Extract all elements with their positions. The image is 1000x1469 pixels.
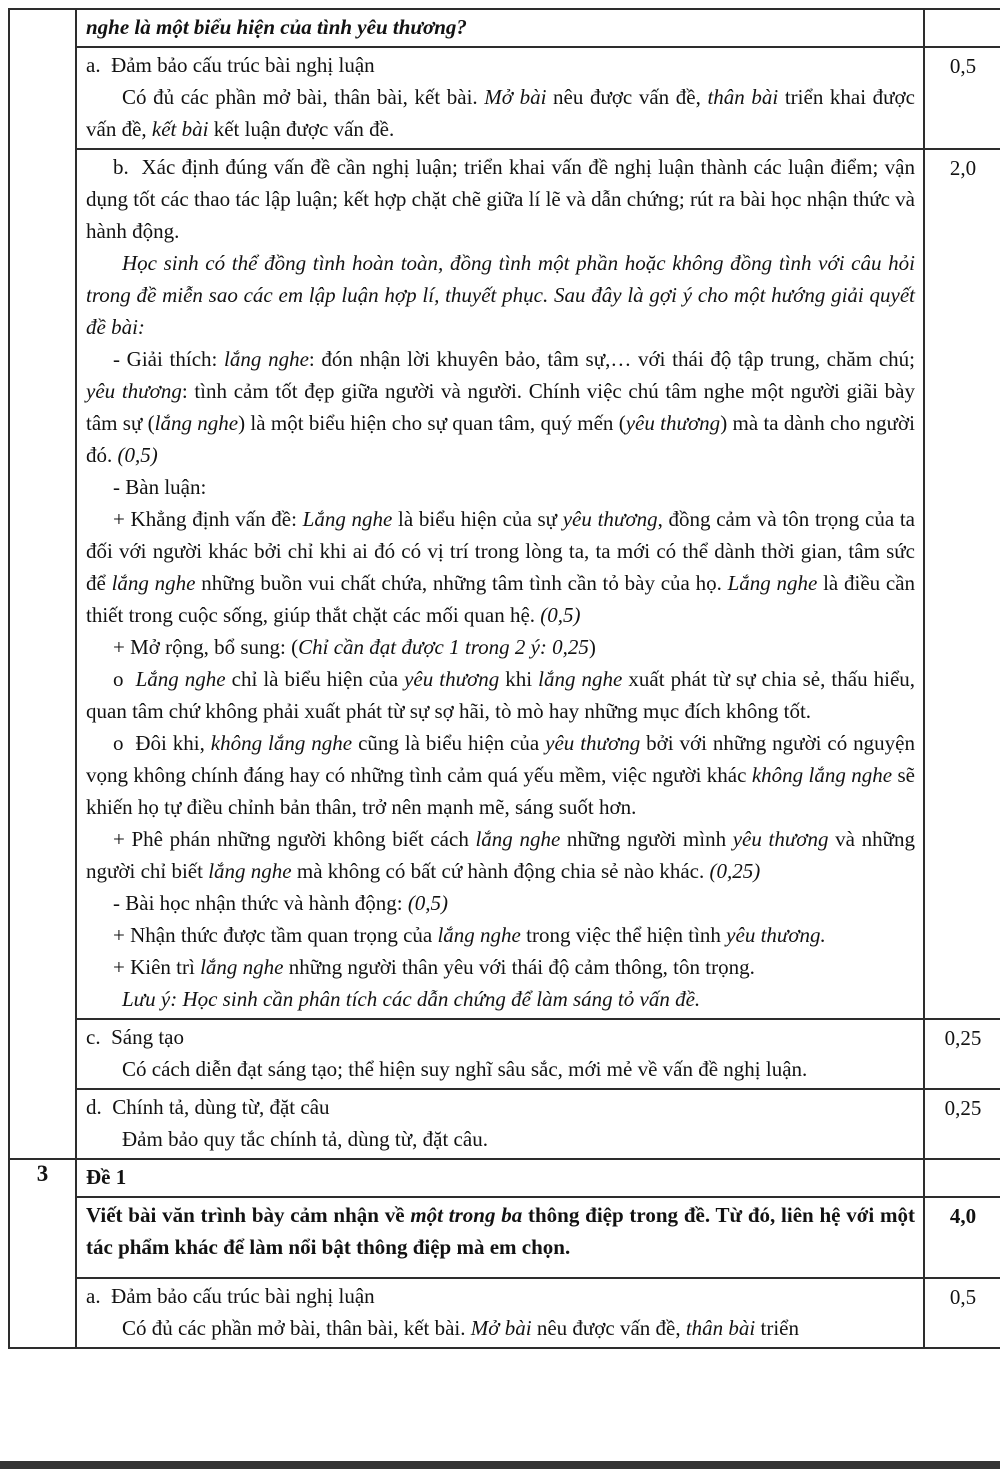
text-segment: lắng nghe bbox=[538, 667, 623, 691]
text-segment: thông điệp trong đề. Từ đó, liên hệ với một tác phẩm khác để làm nổi bật thông điệp mà em chọn. bbox=[86, 1203, 916, 1259]
text-segment: những người thân yêu với thái độ cảm thông, tôn trọng. bbox=[283, 955, 755, 979]
text-segment: triển khai được vấn đề, bbox=[86, 85, 915, 141]
text-segment: nghe là một biểu hiện của tình yêu thương? bbox=[86, 15, 467, 39]
text-segment: ) là một biểu hiện cho sự quan tâm, quý mến ( bbox=[238, 411, 626, 435]
text-segment: yêu thương. bbox=[726, 923, 826, 947]
paragraph bbox=[86, 49, 915, 81]
text-segment: d. Chính tả, dùng từ, đặt câu bbox=[86, 1095, 330, 1119]
text-segment: Viết bài văn trình bày cảm nhận về bbox=[86, 1203, 411, 1227]
text-segment: lắng nghe bbox=[437, 923, 521, 947]
text-segment: triển bbox=[755, 1316, 799, 1340]
text-segment: - Giải thích: bbox=[113, 347, 225, 371]
score-cell: 0,5 bbox=[924, 1278, 1000, 1348]
text-segment: lắng nghe bbox=[111, 571, 196, 595]
text-segment: yêu thương bbox=[404, 667, 500, 691]
paragraph bbox=[86, 151, 915, 247]
paragraph bbox=[86, 343, 915, 471]
text-segment: yêu thương bbox=[732, 827, 829, 851]
text-segment: , đồng cảm và tôn trọng của ta đối với người khác bởi chỉ khi ai đó có vị trí trong lòng ta, ta mới có thể dành thời gian, tâm sức để bbox=[86, 507, 915, 595]
text-segment: : tình cảm tốt đẹp giữa người và người. Chính việc chú tâm nghe một người giãi bày tâm sự ( bbox=[86, 379, 915, 435]
text-segment: : đón nhận lời khuyên bảo, tâm sự,… với thái độ tập trung, chăm chú; bbox=[308, 347, 915, 371]
text-segment: yêu thương bbox=[86, 379, 182, 403]
text-segment: một trong ba bbox=[410, 1203, 523, 1227]
paragraph bbox=[86, 1123, 915, 1155]
table-row-criterion-2d bbox=[9, 1089, 1000, 1159]
table-row-de-1-header bbox=[9, 1159, 1000, 1197]
text-segment: nêu được vấn đề, bbox=[531, 1316, 686, 1340]
text-segment: Học sinh có thể đồng tình hoàn toàn, đồng tình một phần hoặc không đồng tình với câu hỏi trong đề miễn sao các em lập luận hợp lí, thuyết phục. Sau đây là gợi ý cho một hướng giải quyết đề bài: bbox=[86, 251, 915, 339]
paragraph bbox=[86, 823, 915, 887]
text-segment: trong việc thể hiện tình bbox=[520, 923, 727, 947]
text-segment: o bbox=[113, 667, 136, 691]
text-segment: Có cách diễn đạt sáng tạo; thể hiện suy nghĩ sâu sắc, mới mẻ về vấn đề nghị luận. bbox=[122, 1057, 808, 1081]
text-segment: + Mở rộng, bổ sung: ( bbox=[113, 635, 299, 659]
text-segment: ) bbox=[588, 635, 596, 659]
text-segment: không lắng nghe bbox=[751, 763, 893, 787]
text-segment: (0,5) bbox=[407, 891, 449, 915]
table-row-criterion-2c bbox=[9, 1019, 1000, 1089]
text-segment: b. Xác định đúng vấn đề cần nghị luận; triển khai vấn đề nghị luận thành các luận điểm; vận dụng tốt các thao tác lập luận; kết hợp chặt chẽ giữa lí lẽ và dẫn chứng; rút ra bài học nhận thức và hành động. bbox=[86, 155, 915, 243]
criterion-text-cell bbox=[76, 1159, 924, 1197]
paragraph bbox=[86, 951, 915, 983]
text-segment: Có đủ các phần mở bài, thân bài, kết bài. bbox=[122, 85, 485, 109]
score-cell: 0,5 bbox=[924, 47, 1000, 149]
text-segment: sẽ khiến họ tự điều chỉnh bản thân, trở nên mạnh mẽ, sáng suốt hơn. bbox=[86, 763, 915, 819]
text-segment: kết luận được vấn đề. bbox=[208, 117, 395, 141]
text-segment: Đảm bảo quy tắc chính tả, dùng từ, đặt câu. bbox=[122, 1127, 488, 1151]
text-segment: lắng nghe bbox=[200, 955, 284, 979]
text-segment: yêu thương bbox=[625, 411, 721, 435]
criterion-text-cell bbox=[76, 9, 924, 47]
text-segment: những buồn vui chất chứa, những tâm tình cần tỏ bày của họ. bbox=[195, 571, 728, 595]
text-segment: chỉ là biểu hiện của bbox=[225, 667, 405, 691]
text-segment: lắng nghe bbox=[475, 827, 561, 851]
text-segment: lắng nghe bbox=[154, 411, 239, 435]
paragraph bbox=[86, 247, 915, 343]
text-segment: yêu thương bbox=[562, 507, 658, 531]
text-segment: + Nhận thức được tầm quan trọng của bbox=[113, 923, 438, 947]
text-segment: yêu thương bbox=[545, 731, 641, 755]
text-segment: a. Đảm bảo cấu trúc bài nghị luận bbox=[86, 53, 375, 77]
text-segment: Lắng nghe bbox=[727, 571, 818, 595]
criterion-text-cell bbox=[76, 47, 924, 149]
paragraph bbox=[86, 727, 915, 823]
criterion-text-cell bbox=[76, 149, 924, 1019]
text-segment: Lắng nghe bbox=[302, 507, 393, 531]
text-segment: a. Đảm bảo cấu trúc bài nghị luận bbox=[86, 1284, 375, 1308]
text-segment: thân bài bbox=[707, 85, 779, 109]
paragraph bbox=[86, 1091, 915, 1123]
text-segment: ) mà ta dành cho người đó. bbox=[86, 411, 915, 467]
text-segment: + Khẳng định vấn đề: bbox=[113, 507, 303, 531]
text-segment: lắng nghe bbox=[208, 859, 292, 883]
text-segment: Mở bài bbox=[484, 85, 547, 109]
paragraph bbox=[86, 81, 915, 145]
text-segment: bởi với những người có nguyện vọng không chính đáng hay có những tình cảm quá yếu mềm, việc người khác bbox=[86, 731, 916, 787]
paragraph bbox=[86, 1021, 915, 1053]
text-segment: (0,5) bbox=[540, 603, 581, 627]
table-row-criterion-3a bbox=[9, 1278, 1000, 1348]
paragraph bbox=[86, 919, 915, 951]
paragraph bbox=[86, 983, 915, 1015]
text-segment: cũng là biểu hiện của bbox=[352, 731, 546, 755]
paragraph bbox=[86, 1199, 915, 1263]
paragraph bbox=[86, 1280, 915, 1312]
score-cell bbox=[924, 9, 1000, 47]
text-segment: và những người chỉ biết bbox=[86, 827, 916, 883]
text-segment: nêu được vấn đề, bbox=[546, 85, 708, 109]
text-segment: lắng nghe bbox=[224, 347, 309, 371]
paragraph bbox=[86, 1053, 915, 1085]
text-segment: là biểu hiện của sự bbox=[392, 507, 563, 531]
paragraph bbox=[86, 1161, 915, 1193]
paragraph bbox=[86, 663, 915, 727]
text-segment: + Phê phán những người không biết cách bbox=[113, 827, 476, 851]
text-segment: Đề 1 bbox=[86, 1165, 127, 1189]
paragraph bbox=[86, 631, 915, 663]
text-segment: (0,25) bbox=[709, 859, 761, 883]
table-row-criterion-2a bbox=[9, 47, 1000, 149]
text-segment: khi bbox=[499, 667, 539, 691]
text-segment: - Bài học nhận thức và hành động: bbox=[113, 891, 408, 915]
criterion-text-cell bbox=[76, 1197, 924, 1278]
score-cell: 2,0 bbox=[924, 149, 1000, 1019]
text-segment: (0,5) bbox=[117, 443, 158, 467]
rubric-table bbox=[8, 8, 1000, 1349]
table-row-question-2-prompt-tail bbox=[9, 9, 1000, 47]
page-bottom-edge bbox=[0, 1461, 1000, 1469]
text-segment: xuất phát từ sự chia sẻ, thấu hiểu, quan tâm chứ không phải xuất phát từ sự sợ hãi, tò mò hay những mục đích không tốt. bbox=[86, 667, 916, 723]
text-segment: c. Sáng tạo bbox=[86, 1025, 184, 1049]
question-number-cell: 3 bbox=[9, 1159, 76, 1348]
text-segment: mà không có bất cứ hành động chia sẻ nào khác. bbox=[291, 859, 710, 883]
table-row-criterion-2b bbox=[9, 149, 1000, 1019]
text-segment: o Đôi khi, bbox=[113, 731, 211, 755]
text-segment: - Bàn luận: bbox=[113, 475, 207, 499]
criterion-text-cell bbox=[76, 1019, 924, 1089]
paragraph bbox=[86, 887, 915, 919]
paragraph bbox=[86, 1312, 915, 1344]
table-row-question-3-prompt bbox=[9, 1197, 1000, 1278]
text-segment: Lắng nghe bbox=[135, 667, 226, 691]
text-segment: không lắng nghe bbox=[210, 731, 353, 755]
rubric-table-body bbox=[9, 9, 1000, 1348]
score-cell: 4,0 bbox=[924, 1197, 1000, 1278]
paragraph bbox=[86, 11, 915, 43]
text-segment: Mở bài bbox=[470, 1316, 532, 1340]
text-segment: Lưu ý: Học sinh cần phân tích các dẫn chứng để làm sáng tỏ vấn đề. bbox=[122, 987, 701, 1011]
text-segment: Có đủ các phần mở bài, thân bài, kết bài. bbox=[122, 1316, 471, 1340]
text-segment: kết bài bbox=[151, 117, 209, 141]
score-cell: 0,25 bbox=[924, 1019, 1000, 1089]
text-segment: thân bài bbox=[685, 1316, 756, 1340]
question-number-cell bbox=[9, 9, 76, 1159]
score-cell bbox=[924, 1159, 1000, 1197]
paragraph bbox=[86, 471, 915, 503]
score-cell: 0,25 bbox=[924, 1089, 1000, 1159]
text-segment: + Kiên trì bbox=[113, 955, 201, 979]
criterion-text-cell bbox=[76, 1089, 924, 1159]
text-segment: những người mình bbox=[560, 827, 733, 851]
text-segment: là điều cần thiết trong cuộc sống, giúp thắt chặt các mối quan hệ. bbox=[86, 571, 916, 627]
text-segment: Chỉ cần đạt được 1 trong 2 ý: 0,25 bbox=[298, 635, 589, 659]
criterion-text-cell bbox=[76, 1278, 924, 1348]
paragraph bbox=[86, 503, 915, 631]
